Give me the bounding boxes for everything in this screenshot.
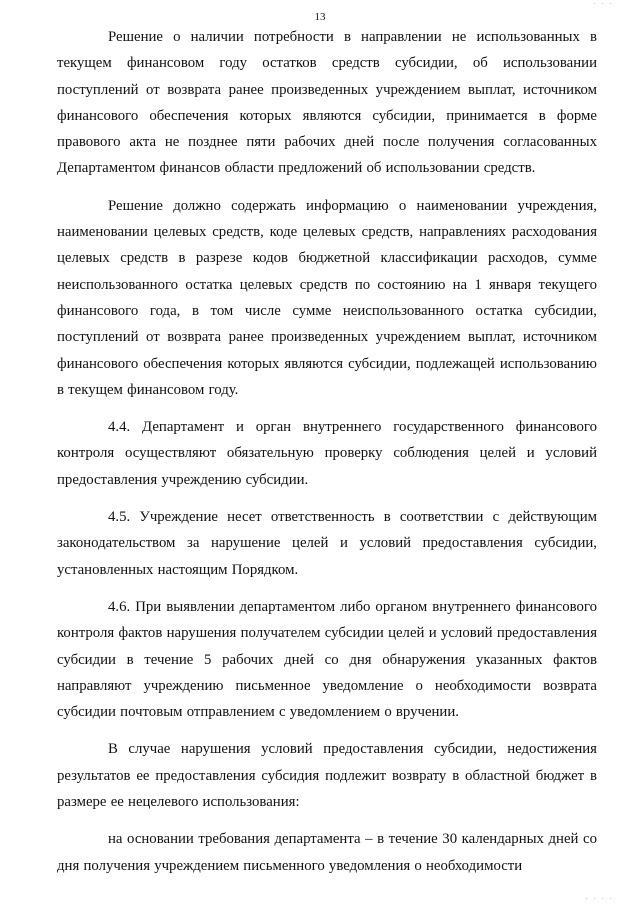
document-body	[57, 24, 597, 879]
paragraph-violation-refund: В случае нарушения условий предоставления субсидии, недостижения результатов ее предоставления субсидия подлежит возврату в областной бюджет в размере ее нецелевого использования:	[57, 741, 597, 811]
paragraph-4-5: 4.5. Учреждение несет ответственность в соответствии с действующим законодательством за нарушение целей и условий предоставления субсидии, установленных настоящим Порядком.	[57, 509, 597, 578]
paragraph-department-demand: на основании требования департамента – в течение 30 календарных дней со дня получения учреждением письменного уведомления о необходимости	[57, 831, 597, 874]
page-number: 13	[314, 11, 326, 23]
paragraph-4-4: 4.4. Департамент и орган внутреннего государственного финансового контроля осуществляют обязательную проверку соблюдения целей и условий предоставления учреждению субсидии.	[57, 419, 597, 488]
paragraph-decision-contents: Решение должно содержать информацию о наименовании учреждения, наименовании целевых средств, коде целевых средств, направлениях расходования целевых средств в разрезе кодов бюджетной классификации расходов, сумме неиспользованного остатка целевых средств по состоянию на 1 января текущего финансового года, в том числе сумме неиспользованного остатка субсидии, поступлений от возврата ранее произведенных учреждением выплат, источником финансового обеспечения которых являются субсидии, подлежащей использованию в текущем финансовом году.	[57, 197, 597, 398]
paragraph-4-6: 4.6. При выявлении департаментом либо органом внутреннего финансового контроля фактов нарушения получателем субсидии целей и условий предоставления субсидии в течение 5 рабочих дней со дня обнаружения указанных фактов направляют учреждению письменное уведомление о необходимости возврата субсидии почтовым отправлением с уведомлением о вручении.	[57, 598, 597, 721]
scan-artifact-top: · · ·	[593, 0, 614, 8]
paragraph-surplus-decision: Решение о наличии потребности в направлении не использованных в текущем финансовом году остатков средств субсидии, об использовании поступлений от возврата ранее произведенных учреждением выплат, источником финансового обеспечения которых являются субсидии, принимается в форме правового акта не позднее пяти рабочих дней после получения согласованных Департаментом финансов области предложений об использовании средств.	[57, 29, 597, 177]
scan-artifact-bottom: · · · ·	[585, 895, 614, 903]
